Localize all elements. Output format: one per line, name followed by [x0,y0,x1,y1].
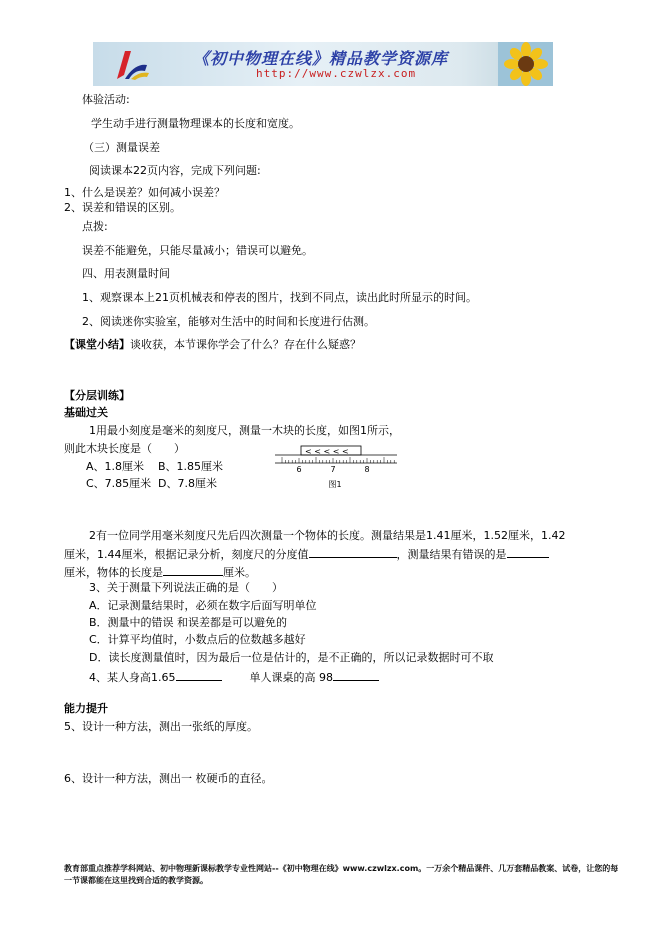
problem-2-text-a: 厘米，1.44厘米，根据记录分析，刻度尺的分度值 [64,548,309,561]
problem-2-line-3 [64,564,256,580]
section3-heading: （三）测量误差 [83,141,160,154]
problem-4-text-a: 4、某人身高1.65 [89,671,176,684]
problem-1-option-b: B、1.85厘米 [158,460,224,473]
problem-1-option-a: A、1.8厘米 [86,460,145,473]
answer-blank[interactable] [176,669,222,681]
problem-1-option-c: C、7.85厘米 [86,477,152,490]
problem-4 [89,669,379,685]
ruler-tick-label: 6 [296,465,302,474]
summary-text: 谈收获，本节课你学会了什么？存在什么疑惑？ [130,338,361,351]
problem-3-option-a: A．记录测量结果时，必须在数字后面写明单位 [89,599,317,612]
problem-2-line-1: 2有一位同学用毫米刻度尺先后四次测量一个物体的长度。测量结果是1.41厘米，1.52厘米，1.42 [89,529,566,542]
site-logo-icon [111,45,151,83]
ruler-tick-label: 7 [330,465,336,474]
wood-block [301,446,361,456]
hint-text: 误差不能避免，只能尽量减小；错误可以避免。 [82,244,313,257]
advanced-heading: 能力提升 [64,702,108,715]
problem-4-text-b: 单人课桌的高 98 [249,671,333,684]
problem-1-line-1: 1用最小刻度是毫米的刻度尺，测量一木块的长度，如图1所示， [89,424,400,437]
problem-3-option-d: D．读长度测量值时，因为最后一位是估计的，是不正确的，所以记录数据时可不取 [89,651,494,664]
footer-note: 教育部重点推荐学科网站、初中物理新课标教学专业性网站--《初中物理在线》www.czwlzx.com。一万余个精品课件、几万套精品教案、试卷，让您的每一节课都能在这里找到合适的教学资源。 [64,864,619,885]
problem-2-line-2 [64,546,549,562]
sunflower-icon [498,42,553,86]
hint-label: 点拨: [82,220,108,233]
question-1: 1、什么是误差？如何减小误差？ [64,186,225,199]
ruler-figure [275,445,405,493]
problem-6: 6、设计一种方法，测出一 枚硬币的直径。 [64,772,273,785]
answer-blank[interactable] [309,546,397,558]
read-instruction: 阅读课本22页内容，完成下列问题: [89,164,261,177]
header-banner [93,42,553,86]
class-summary [64,338,361,352]
svg-text:< < < < <: < < < < < [305,447,349,456]
section4-heading: 四、用表测量时间 [82,267,170,280]
problem-3-option-b: B．测量中的错误 和误差都是可以避免的 [89,616,288,629]
problem-5: 5、设计一种方法，测出一张纸的厚度。 [64,720,258,733]
summary-label: 【课堂小结】 [64,338,130,351]
answer-blank[interactable] [333,669,379,681]
problem-3-option-c: C．计算平均值时，小数点后的位数越多越好 [89,633,306,646]
ruler-tick-label: 8 [364,465,370,474]
question-2: 2、误差和错误的区别。 [64,201,181,214]
banner-title: 《初中物理在线》精品教学资源库 [193,49,449,68]
problem-2-text-c: 厘米，物体的长度是 [64,566,163,579]
problem-2-text-b: ，测量结果有错误的是 [396,548,507,561]
section4-item-2: 2、阅读迷你实验室，能够对生活中的时间和长度进行估测。 [82,315,375,328]
figure-caption: 图1 [328,480,342,489]
problem-3-stem: 3、关于测量下列说法正确的是（ ） [89,581,283,594]
problem-2-text-d: 厘米。 [223,566,256,579]
practice-title: 【分层训练】 [64,389,130,402]
answer-blank[interactable] [163,564,223,576]
problem-1-option-d: D、7.8厘米 [158,477,217,490]
banner-url: http://www.czwlzx.com [256,67,417,80]
answer-blank[interactable] [507,546,549,558]
basic-heading: 基础过关 [64,406,108,419]
experience-text: 学生动手进行测量物理课本的长度和宽度。 [91,117,300,130]
experience-heading: 体验活动: [82,93,130,106]
section4-item-1: 1、观察课本上21页机械表和停表的图片，找到不同点，读出此时所显示的时间。 [82,291,477,304]
problem-1-line-2: 则此木块长度是（ ） [64,442,185,455]
